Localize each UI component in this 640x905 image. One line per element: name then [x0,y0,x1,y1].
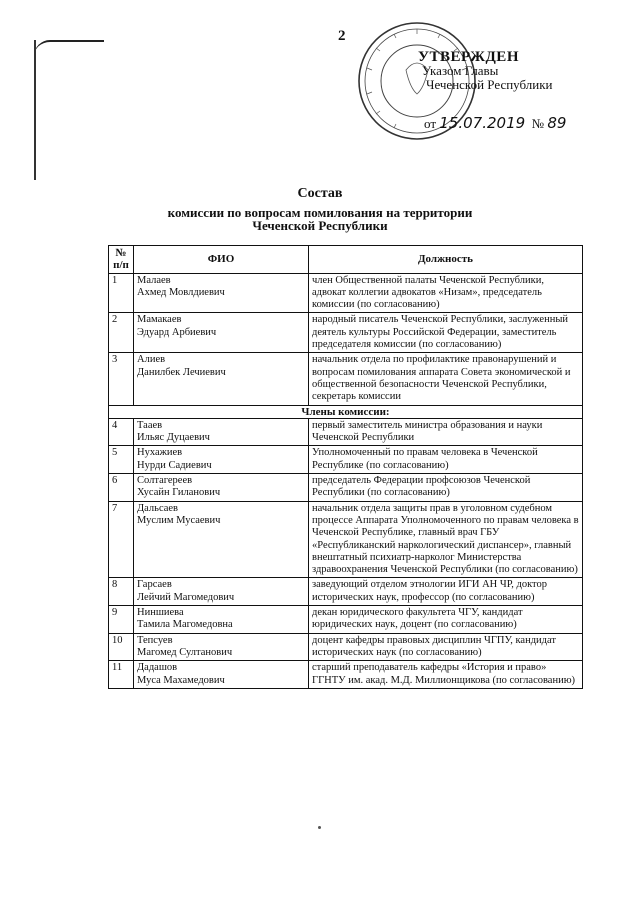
handwritten-date: 15.07.2019 [439,114,526,132]
row-number: 10 [109,633,134,661]
member-name-cell [134,313,309,353]
table-row [109,474,583,502]
member-given-names: Эдуард Арбиевич [137,326,217,338]
member-given-names: Муслим Мусаевич [137,514,221,526]
date-prefix: от [424,116,437,131]
table-row [109,578,583,606]
approved-label: УТВЕРЖДЕН [418,49,519,65]
document-title: Состав [297,186,343,201]
member-given-names: Муса Махамедович [137,674,225,686]
row-number: 6 [109,474,134,502]
scan-edge [34,40,104,56]
member-surname: Тепсуев [137,634,173,646]
members-section-row [109,405,583,418]
member-surname: Алиев [137,354,166,366]
row-number: 7 [109,501,134,578]
member-surname: Малаев [137,274,171,286]
row-number: 8 [109,578,134,606]
member-position: председатель Федерации профсоюзов Чеченской Республики (по согласованию) [309,474,583,502]
member-name-cell [134,578,309,606]
row-number: 9 [109,606,134,634]
row-number: 3 [109,353,134,405]
scan-edge-vertical [34,40,36,180]
handwritten-number: 89 [547,114,567,132]
member-position: начальник отдела по профилактике правонарушений и вопросам помилования аппарата Совета экономической и общественной безопасности Чеченской Республики, секретарь комиссии [309,353,583,405]
member-given-names: Ахмед Мовлдиевич [137,286,225,298]
member-given-names: Нурди Садиевич [137,459,212,471]
member-surname: Дадашов [137,662,178,674]
member-position: заведующий отделом этнологии ИГИ АН ЧР, доктор исторических наук, профессор (по согласованию) [309,578,583,606]
member-given-names: Ильяс Дуцаевич [137,432,210,444]
member-position: доцент кафедры правовых дисциплин ЧГПУ, кандидат исторических наук (по согласованию) [309,633,583,661]
member-name-cell [134,474,309,502]
member-position: первый заместитель министра образования и науки Чеченской Республики [309,418,583,446]
table-row [109,418,583,446]
member-name-cell [134,446,309,474]
members-section-label: Члены комиссии: [109,405,583,418]
table-row [109,501,583,578]
member-name-cell [134,501,309,578]
member-name-cell [134,606,309,634]
member-position: начальник отдела защиты прав в уголовном судебном процессе Аппарата Уполномоченного по правам человека в Чеченской Республике, главный врач ГБУ «Республиканский наркологический диспансер», главный внештатный психиатр-нарколог Министерства здравоохранения Чеченской Республики (по согласованию) [309,501,583,578]
member-position: Уполномоченный по правам человека в Чеченской Республике (по согласованию) [309,446,583,474]
member-name-cell [134,633,309,661]
commission-table [108,245,583,689]
member-surname: Нухажиев [137,447,183,459]
approval-republic-line: Чеченской Республики [426,77,553,92]
member-name-cell [134,273,309,313]
approval-block [418,50,553,92]
member-surname: Тааев [137,419,163,431]
document-subtitle: комиссии по вопросам помилования на территории [167,205,473,220]
member-surname: Солтагереев [137,475,193,487]
table-row [109,353,583,405]
row-number: 2 [109,313,134,353]
member-name-cell [134,353,309,405]
header-position: Должность [309,246,583,274]
approval-date-line [424,114,566,132]
page-number: 2 [338,28,346,44]
table-row [109,661,583,689]
header-name: ФИО [134,246,309,274]
scan-speck [318,826,321,829]
member-given-names: Данилбек Лечиевич [137,366,226,378]
row-number: 4 [109,418,134,446]
member-position: народный писатель Чеченской Республики, заслуженный деятель культуры Российской Федерации, заместитель председателя комиссии (по согласованию) [309,313,583,353]
member-position: старший преподаватель кафедры «История и право» ГГНТУ им. акад. М.Д. Миллионщикова (по согласованию) [309,661,583,689]
member-given-names: Хусайн Гиланович [137,487,221,499]
member-given-names: Тамила Магомедовна [137,619,233,631]
leadership-rows [109,273,583,405]
table-header-row [109,246,583,274]
number-sign: № [531,116,545,131]
member-given-names: Магомед Султанович [137,646,233,658]
table-row [109,313,583,353]
member-name-cell [134,418,309,446]
member-position: декан юридического факультета ЧГУ, кандидат юридических наук, доцент (по согласованию) [309,606,583,634]
table-row [109,273,583,313]
member-surname: Ниншиева [137,607,184,619]
table-row [109,633,583,661]
member-surname: Мамакаев [137,314,182,326]
row-number: 5 [109,446,134,474]
member-surname: Дальсаев [137,502,179,514]
row-number: 11 [109,661,134,689]
approval-decree-line: Указом Главы [422,63,499,78]
member-rows [109,418,583,688]
table-row [109,446,583,474]
table-row [109,606,583,634]
member-name-cell [134,661,309,689]
member-given-names: Лейчий Магомедович [137,591,235,603]
row-number: 1 [109,273,134,313]
header-num: № п/п [109,246,134,274]
member-position: член Общественной палаты Чеченской Республики, адвокат коллегии адвокатов «Низам», председатель комиссии (по согласованию) [309,273,583,313]
member-surname: Гарсаев [137,579,172,591]
document-subtitle-region: Чеченской Республики [252,218,388,233]
